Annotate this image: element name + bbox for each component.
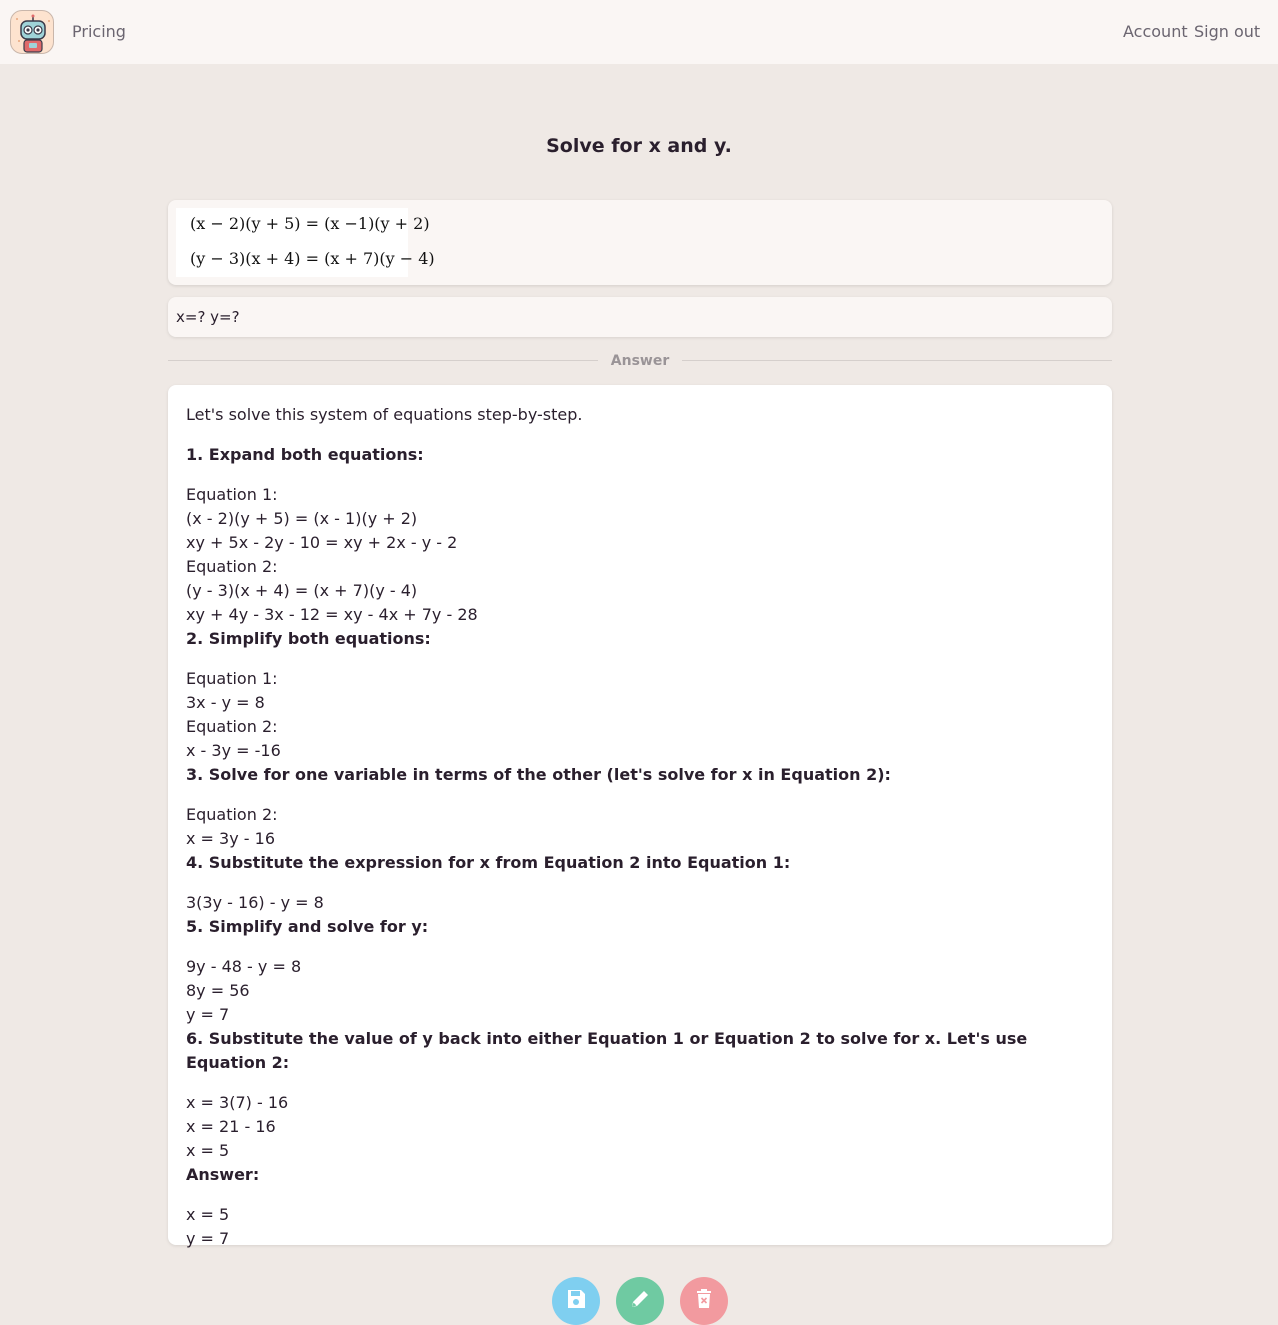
step-line: y = 7	[186, 1005, 230, 1024]
nav-account-link[interactable]: Account	[1123, 22, 1188, 41]
edit-button[interactable]	[616, 1277, 664, 1325]
answer-divider	[168, 350, 1112, 372]
answer-intro: Let's solve this system of equations step-by-step.	[186, 405, 583, 424]
divider-line-right	[682, 360, 1112, 361]
step-line: 9y - 48 - y = 8	[186, 957, 302, 976]
step-line: x = 21 - 16	[186, 1117, 276, 1136]
equation-line-2: (y − 3)(x + 4) = (x + 7)(y − 4)	[190, 249, 435, 268]
divider-label: Answer	[610, 353, 670, 369]
question-card	[168, 297, 1112, 337]
step-line: Equation 1:	[186, 669, 278, 688]
step-line: 3(3y - 16) - y = 8	[186, 893, 324, 912]
step-line: xy + 4y - 3x - 12 = xy - 4x + 7y - 28	[186, 605, 478, 624]
step-6-heading: 6. Substitute the value of y back into either Equation 1 or Equation 2 to solve for x. Let's use Equation 2:	[186, 1029, 1028, 1072]
step-4-heading: 4. Substitute the expression for x from Equation 2 into Equation 1:	[186, 853, 791, 872]
step-line: 3x - y = 8	[186, 693, 265, 712]
step-line: (y - 3)(x + 4) = (x + 7)(y - 4)	[186, 581, 418, 600]
step-line: x = 5	[186, 1141, 230, 1160]
nav-pricing-link[interactable]: Pricing	[72, 22, 126, 41]
problem-title: Solve for x and y.	[546, 135, 732, 157]
step-line: x = 3(7) - 16	[186, 1093, 289, 1112]
final-answer-heading: Answer:	[186, 1165, 260, 1184]
step-line: Equation 2:	[186, 805, 278, 824]
trash-icon	[692, 1287, 716, 1311]
step-line: Equation 1:	[186, 485, 278, 504]
delete-button[interactable]	[680, 1277, 728, 1325]
top-nav-bar	[0, 0, 1278, 64]
step-line: 8y = 56	[186, 981, 250, 1000]
question-text: x=? y=?	[176, 308, 240, 326]
answer-card	[168, 385, 1112, 1248]
final-answer-line: y = 7	[186, 1229, 230, 1248]
pencil-icon	[628, 1287, 652, 1311]
step-line: Equation 2:	[186, 717, 278, 736]
step-line: Equation 2:	[186, 557, 278, 576]
step-line: x = 3y - 16	[186, 829, 275, 848]
step-line: xy + 5x - 2y - 10 = xy + 2x - y - 2	[186, 533, 458, 552]
save-button[interactable]	[552, 1277, 600, 1325]
action-buttons	[552, 1277, 728, 1325]
answer-body	[186, 403, 1094, 1251]
problem-image-card	[168, 200, 1112, 285]
step-3-heading: 3. Solve for one variable in terms of the other (let's solve for x in Equation 2):	[186, 765, 891, 784]
robot-icon	[11, 11, 54, 54]
nav-sign-out-link[interactable]: Sign out	[1194, 22, 1261, 41]
robot-logo-icon[interactable]	[10, 10, 54, 54]
equation-image	[176, 208, 435, 277]
equation-line-1: (x − 2)(y + 5) = (x −1)(y + 2)	[190, 214, 430, 233]
step-line: x - 3y = -16	[186, 741, 281, 760]
final-answer-line: x = 5	[186, 1205, 230, 1224]
step-1-heading: 1. Expand both equations:	[186, 445, 424, 464]
step-line: (x - 2)(y + 5) = (x - 1)(y + 2)	[186, 509, 418, 528]
step-2-heading: 2. Simplify both equations:	[186, 629, 431, 648]
step-5-heading: 5. Simplify and solve for y:	[186, 917, 429, 936]
save-icon	[564, 1287, 588, 1311]
